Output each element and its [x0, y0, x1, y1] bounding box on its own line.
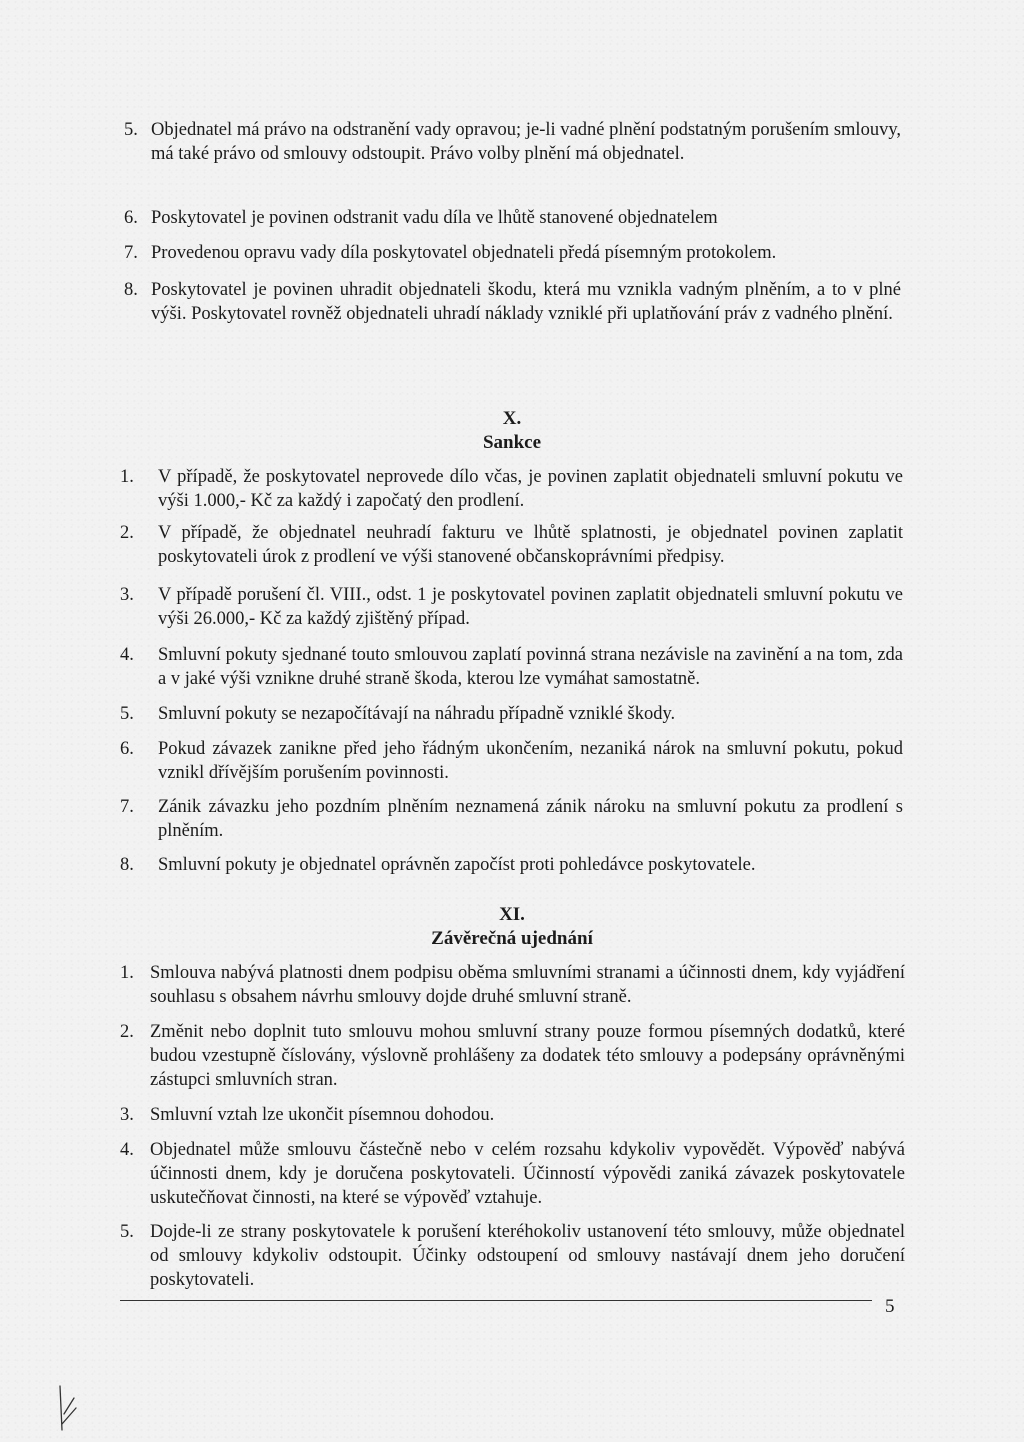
item-number: 4. — [120, 645, 134, 665]
section-x-title: Sankce — [482, 432, 542, 453]
item-text: Změnit nebo doplnit tuto smlouvu mohou smluvní strany pouze formou písemných dodatků, které budou vzestupně číslovány, výslovně prohlášeny za dodatek této smlouvy a podepsány oprávněnými zástupci smluvních stran. — [150, 1022, 905, 1090]
item-text: Smluvní pokuty sjednané touto smlouvou zaplatí povinná strana nezávisle na zavinění a na tom, zda a v jaké výši vznikne druhé straně škoda, kterou lze vymáhat samostatně. — [158, 645, 903, 689]
item-number: 2. — [120, 1022, 134, 1042]
section-x-number: X. — [502, 408, 522, 429]
item-text: V případě, že poskytovatel neprovede dílo včas, je povinen zaplatit objednateli smluvní pokutu ve výši 1.000,- Kč za každý i započatý den prodlení. — [158, 467, 903, 511]
page-number: 5 — [885, 1296, 895, 1317]
item-number: 5. — [120, 1222, 134, 1242]
item-text: Smluvní pokuty je objednatel oprávněn započíst proti pohledávce poskytovatele. — [158, 855, 756, 875]
item-text: Poskytovatel je povinen odstranit vadu díla ve lhůtě stanovené objednatelem — [151, 208, 718, 228]
item-text: Pokud závazek zanikne před jeho řádným ukončením, nezaniká nárok na smluvní pokutu, pokud vznikl dřívějším porušením povinnosti. — [158, 739, 903, 783]
handwritten-initials-signature — [56, 1384, 78, 1432]
item-text: V případě, že objednatel neuhradí fakturu ve lhůtě splatnosti, je objednatel povinen zaplatit poskytovateli úrok z prodlení ve výši stanovené občanskoprávními předpisy. — [158, 523, 903, 567]
section-xi-title: Závěrečná ujednání — [431, 928, 593, 949]
item-number: 7. — [124, 243, 138, 263]
item-number: 2. — [120, 523, 134, 543]
item-number: 1. — [120, 467, 134, 487]
section-xi-number: XI. — [499, 904, 525, 925]
item-number: 6. — [124, 208, 138, 228]
item-text: Smluvní vztah lze ukončit písemnou dohodou. — [150, 1105, 495, 1125]
item-text: Zánik závazku jeho pozdním plněním neznamená zánik nároku na smluvní pokutu za prodlení s plněním. — [158, 797, 903, 841]
item-text: Smlouva nabývá platnosti dnem podpisu oběma smluvními stranami a účinnosti dnem, kdy vyjádření souhlasu s obsahem návrhu smlouvy dojde druhé smluvní straně. — [150, 963, 905, 1007]
item-number: 3. — [120, 585, 134, 605]
item-number: 6. — [120, 739, 134, 759]
item-text: V případě porušení čl. VIII., odst. 1 je poskytovatel povinen zaplatit objednateli smluvní pokutu ve výši 26.000,- Kč za každý zjištěný případ. — [158, 585, 903, 629]
item-number: 8. — [124, 280, 138, 300]
item-number: 8. — [120, 855, 134, 875]
item-text: Provedenou opravu vady díla poskytovatel objednateli předá písemným protokolem. — [151, 243, 777, 263]
item-text: Smluvní pokuty se nezapočítávají na náhradu případně vzniklé škody. — [158, 704, 676, 724]
item-number: 3. — [120, 1105, 134, 1125]
item-number: 4. — [120, 1140, 134, 1160]
item-number: 5. — [124, 120, 138, 140]
footer-rule — [120, 1300, 872, 1301]
item-text: Objednatel má právo na odstranění vady opravou; je-li vadné plnění podstatným porušením smlouvy, má také právo od smlouvy odstoupit. Právo volby plnění má objednatel. — [151, 120, 901, 164]
item-text: Poskytovatel je povinen uhradit objednateli škodu, která mu vznikla vadným plněním, a to v plné výši. Poskytovatel rovněž objednateli uhradí náklady vzniklé při uplatňování práv z vadného plnění. — [151, 280, 901, 324]
item-text: Objednatel může smlouvu částečně nebo v celém rozsahu kdykoliv vypovědět. Výpověď nabývá účinnosti dnem, kdy je doručena poskytovateli. Účinností výpovědi zaniká závazek poskytovatele uskutečňovat činnosti, na které se výpověď vztahuje. — [150, 1140, 905, 1208]
item-number: 7. — [120, 797, 134, 817]
item-number: 1. — [120, 963, 134, 983]
item-number: 5. — [120, 704, 134, 724]
item-text: Dojde-li ze strany poskytovatele k porušení kteréhokoliv ustanovení této smlouvy, může objednatel od smlouvy kdykoliv odstoupit. Účinky odstoupení od smlouvy nastávají dnem jeho doručení poskytovateli. — [150, 1222, 905, 1290]
